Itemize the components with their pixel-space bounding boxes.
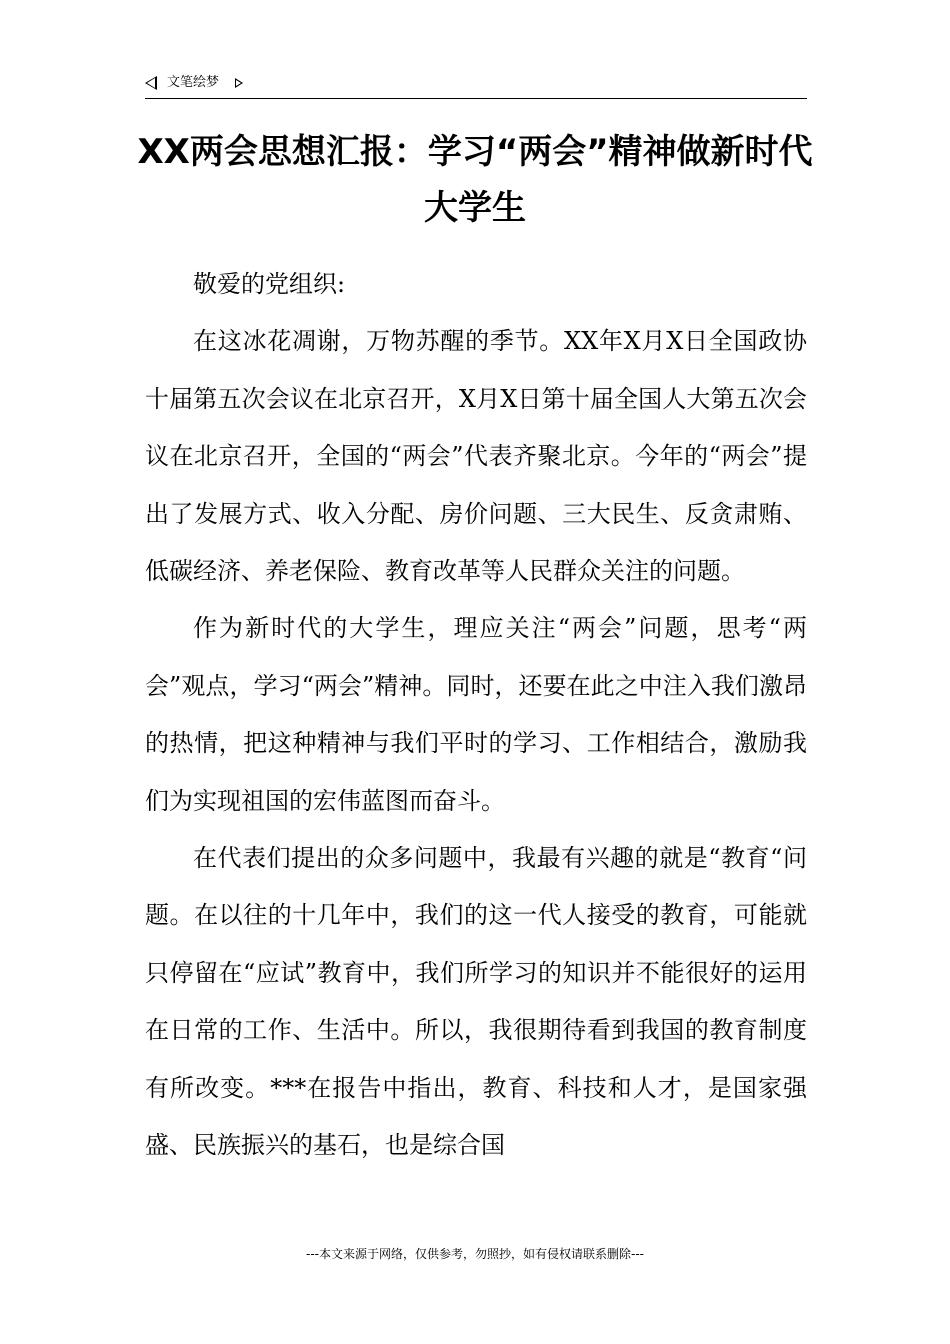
footer-disclaimer: ---本文来源于网络，仅供参考，勿照抄，如有侵权请联系删除--- — [306, 1247, 644, 1261]
header-site-name: 文笔绘梦 — [167, 75, 220, 90]
page-header — [145, 74, 807, 99]
document-body — [145, 256, 807, 1175]
paragraph-2: 作为新时代的大学生，理应关注“两会”问题，思考“两会”观点，学习“两会”精神。同时，还要在此之中注入我们激昂的热情，把这种精神与我们平时的学习、工作相结合，激励我们为实现祖国的宏伟蓝图而奋斗。 — [145, 614, 807, 815]
paragraph-1: 在这冰花凋谢，万物苏醒的季节。XX年X月X日全国政协十届第五次会议在北京召开，X月X日第十届全国人大第五次会议在北京召开，全国的“两会”代表齐聚北京。今年的“两会”提出了发展方式、收入分配、房价问题、三大民生、反贪肃贿、低碳经济、养老保险、教育改革等人民群众关注的问题。 — [145, 327, 807, 586]
paragraph-3: 在代表们提出的众多问题中，我最有兴趣的就是“教育“问题。在以往的十几年中，我们的这一代人接受的教育，可能就只停留在“应试”教育中，我们所学习的知识并不能很好的运用在日常的工作、生活中。所以，我很期待看到我国的教育制度有所改变。***在报告中指出，教育、科技和人才，是国家强盛、民族振兴的基石，也是综合国 — [145, 844, 807, 1160]
triangle-right-icon — [235, 78, 243, 88]
triangle-left-icon — [145, 76, 157, 90]
document-title: XX两会思想汇报：学习“两会”精神做新时代大学生 — [137, 132, 813, 228]
salutation: 敬爱的党组织: — [193, 270, 346, 298]
